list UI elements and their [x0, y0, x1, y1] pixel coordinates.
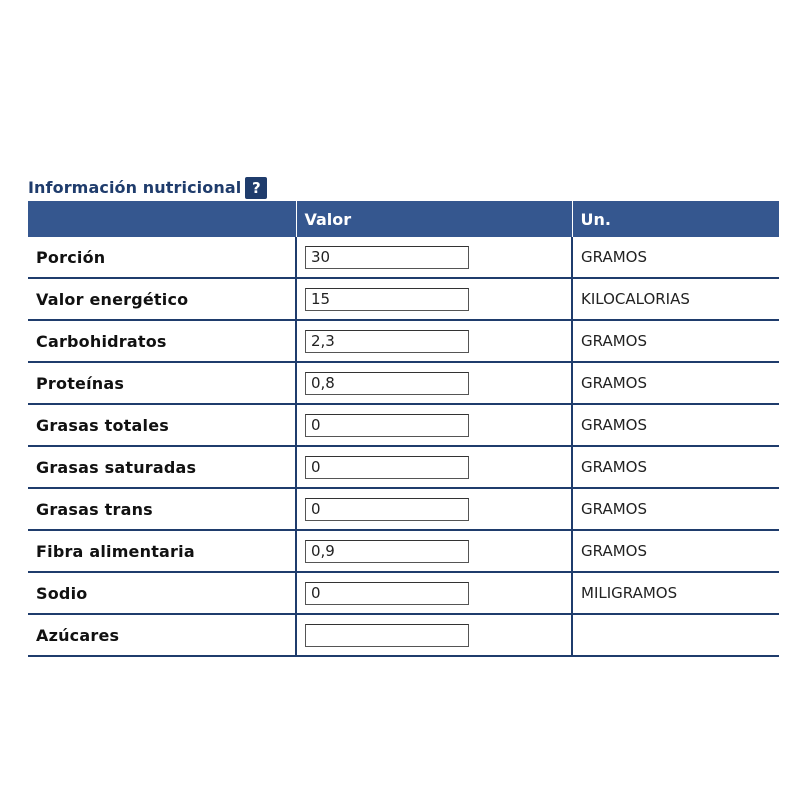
- row-unit: GRAMOS: [572, 530, 779, 572]
- row-value-cell: [296, 320, 572, 362]
- value-input[interactable]: [305, 582, 469, 605]
- row-unit: GRAMOS: [572, 237, 779, 278]
- row-label: Grasas trans: [28, 488, 296, 530]
- value-input[interactable]: [305, 624, 469, 647]
- row-label: Azúcares: [28, 614, 296, 656]
- column-header-value: Valor: [296, 201, 572, 237]
- row-value-cell: [296, 446, 572, 488]
- row-value-cell: [296, 572, 572, 614]
- value-input[interactable]: [305, 456, 469, 479]
- column-header-unit: Un.: [572, 201, 779, 237]
- row-label: Porción: [28, 237, 296, 278]
- row-label: Proteínas: [28, 362, 296, 404]
- row-value-cell: [296, 614, 572, 656]
- value-input[interactable]: [305, 246, 469, 269]
- row-value-cell: [296, 362, 572, 404]
- row-unit: MILIGRAMOS: [572, 572, 779, 614]
- value-input[interactable]: [305, 288, 469, 311]
- row-value-cell: [296, 237, 572, 278]
- table-row: [28, 278, 779, 320]
- row-unit: KILOCALORIAS: [572, 278, 779, 320]
- table-row: [28, 446, 779, 488]
- column-header-label: [28, 201, 296, 237]
- table-row: [28, 530, 779, 572]
- row-value-cell: [296, 488, 572, 530]
- table-row: [28, 614, 779, 656]
- row-label: Grasas saturadas: [28, 446, 296, 488]
- nutrition-panel: [28, 174, 779, 657]
- value-input[interactable]: [305, 540, 469, 563]
- row-label: Grasas totales: [28, 404, 296, 446]
- row-unit: [572, 614, 779, 656]
- table-row: [28, 572, 779, 614]
- help-icon[interactable]: ?: [245, 177, 267, 199]
- value-input[interactable]: [305, 498, 469, 521]
- table-header-row: [28, 201, 779, 237]
- row-label: Valor energético: [28, 278, 296, 320]
- table-row: [28, 237, 779, 278]
- row-unit: GRAMOS: [572, 488, 779, 530]
- row-value-cell: [296, 530, 572, 572]
- row-value-cell: [296, 404, 572, 446]
- row-unit: GRAMOS: [572, 404, 779, 446]
- table-row: [28, 362, 779, 404]
- row-label: Fibra alimentaria: [28, 530, 296, 572]
- row-label: Carbohidratos: [28, 320, 296, 362]
- value-input[interactable]: [305, 372, 469, 395]
- value-input[interactable]: [305, 414, 469, 437]
- section-header: [28, 174, 779, 201]
- table-row: [28, 488, 779, 530]
- row-unit: GRAMOS: [572, 362, 779, 404]
- table-row: [28, 320, 779, 362]
- row-unit: GRAMOS: [572, 446, 779, 488]
- row-value-cell: [296, 278, 572, 320]
- nutrition-table: [28, 201, 779, 657]
- section-title: Información nutricional: [28, 178, 242, 197]
- row-unit: GRAMOS: [572, 320, 779, 362]
- value-input[interactable]: [305, 330, 469, 353]
- row-label: Sodio: [28, 572, 296, 614]
- table-row: [28, 404, 779, 446]
